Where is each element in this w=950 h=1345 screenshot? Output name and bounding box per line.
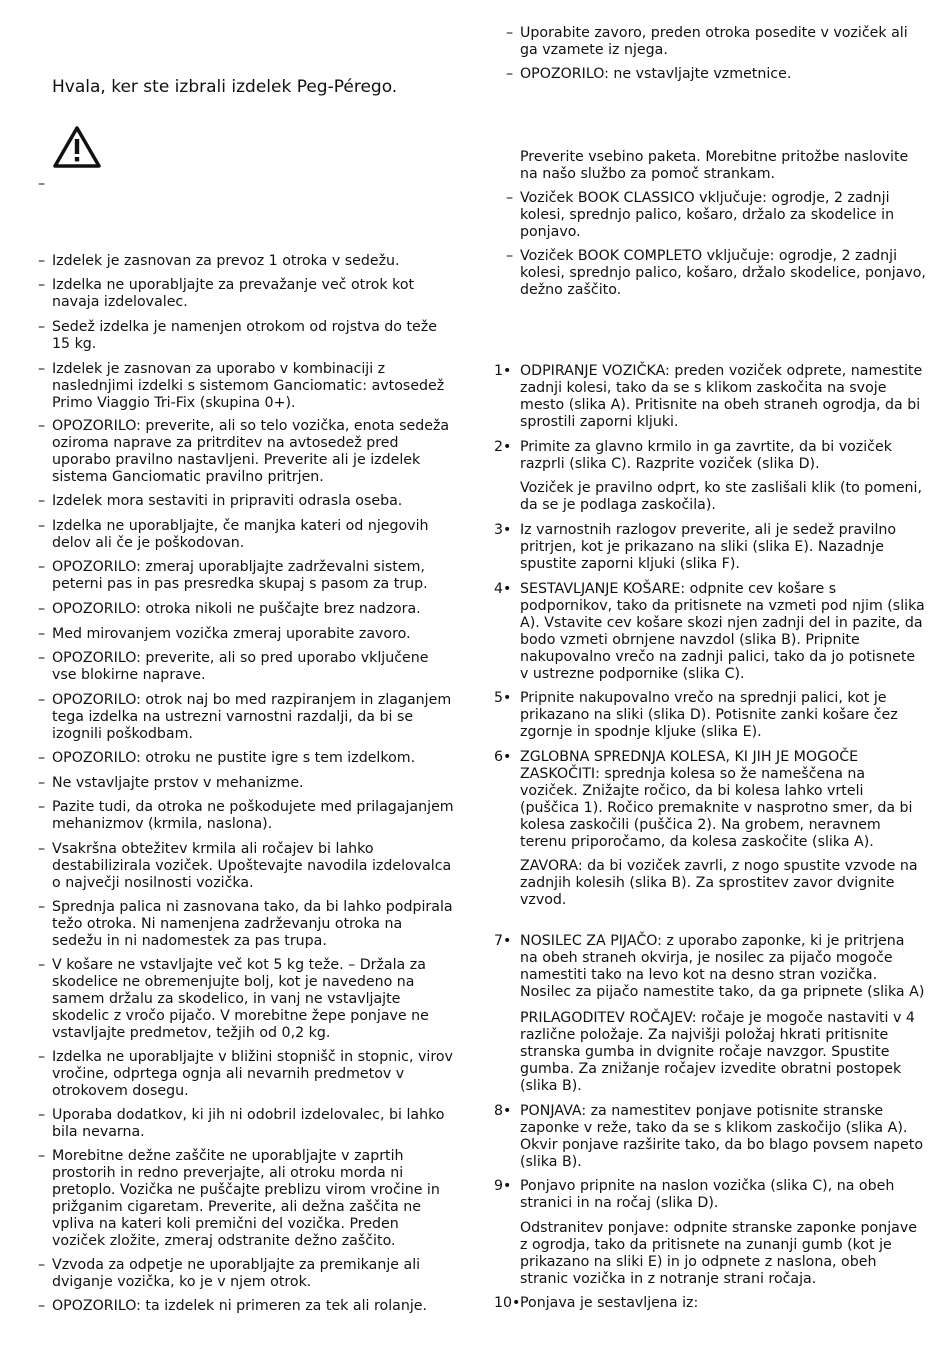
list-item: – Sprednja palica ni zasnovana tako, da bi lahko podpirala težo otroka. Ni namenjena zadrževanju otroka na sedežu in ni nadomestek za pas trupa. [38, 899, 453, 949]
list-item: – V košare ne vstavljajte več kot 5 kg teže. – Držala za skodelice ne obremenjujte bolj, kot je navedeno na samem držalu za skodelico, in vanj ne vstavljajte skodelic z vročo pijačo. V morebitne žepe ponjave ne vstavljajte predmetov, težjih od 0,2 kg. [38, 957, 429, 1041]
warning-triangle-icon [52, 125, 102, 169]
step-4: 4• SESTAVLJANJE KOŠARE: odpnite cev košare s podpornikov, tako da pritisnete na vzmeti pod njim (slika A). Vstavite cev košare skozi njen zadnji del in pazite, da bodo vzmeti obrnjene navzdol (slika B). Pripnite nakupovalno vrečo na zadnji palici, tako da jo potisnete v ustrezne podpornike (slika C). [494, 581, 925, 682]
canopy-removal-note: Odstranitev ponjave: odpnite stranske zaponke ponjave z ogrodja, tako da pritisnete na zunanji gumb (kot je prikazano na sliki E) in jo odpnete z naslona, obeh stranic vozička in z notranje strani ročaja. [520, 1220, 917, 1287]
brake-note: ZAVORA: da bi voziček zavrli, z nogo spustite vzvode na zadnjih kolesih (slika B). Za sprostitev zavor dvignite vzvod. [520, 858, 918, 908]
list-item: – Ne vstavljajte prstov v mehanizme. [38, 775, 304, 791]
step-7: 7• NOSILEC ZA PIJAČO: z uporabo zaponke, ki je pritrjena na obeh straneh okvirja, je nosilec za pijačo mogoče namestiti tako na levo kot na desno stran vozička. Nosilec za pijačo namestite tako, da ga pripnete (slika A) [494, 933, 925, 1000]
step-9: 9• Ponjavo pripnite na naslon vozička (slika C), na obeh stranici in na ročaj (slika D). [494, 1178, 895, 1211]
handle-adjust-note: PRILAGODITEV ROČAJEV: ročaje je mogoče nastaviti v 4 različne položaje. Za najvišji položaj hkrati pritisnite stranska gumba in dvignite ročaje navzgor. Spustite gumba. Za znižanje ročajev izvedite obratni postopek (slika B). [520, 1010, 915, 1094]
list-item: – Voziček BOOK CLASSICO vključuje: ogrodje, 2 zadnji kolesi, sprednjo palico, košaro, držalo za skodelice in ponjavo. [506, 190, 895, 240]
list-item: – OPOZORILO: ne vstavljajte vzmetnice. [506, 66, 792, 82]
step-1: 1• ODPIRANJE VOZIČKA: preden voziček odprete, namestite zadnji kolesi, tako da se s klikom zaskočita na svoje mesto (slika A). Pritisnite na obeh straneh ogrodja, da bi sprostili zaporni kljuki. [494, 363, 923, 430]
list-item: – Morebitne dežne zaščite ne uporabljajte v zaprtih prostorih in redno preverjajte, ali otroku morda ni pretoplo. Vozička ne puščajte preblizu virom vročine in prižganim cigaretam. Preverite, ali dežna zaščita ne vpliva na kateri koli premični del vozička. Preden voziček zložite, zmeraj odstranite dežno zaščito. [38, 1148, 440, 1249]
list-item: – Izdelek mora sestaviti in pripraviti odrasla oseba. [38, 493, 403, 509]
list-item: – Uporaba dodatkov, ki jih ni odobril izdelovalec, bi lahko bila nevarna. [38, 1107, 445, 1140]
list-item: – Izdelka ne uporabljajte v bližini stopnišč in stopnic, virov vročine, odprtega ognja ali nevarnih predmetov v otrokovem dosegu. [38, 1049, 453, 1099]
step-5: 5• Pripnite nakupovalno vrečo na sprednji palici, kot je prikazano na sliki (slika D). Potisnite zanki košare čez zgornje in spodnje kljuke (slika E). [494, 690, 898, 740]
list-item: – OPOZORILO: zmeraj uporabljajte zadrževalni sistem, peterni pas in pas presredka skupaj s pasom za trup. [38, 559, 428, 592]
intro-text: Hvala, ker ste izbrali izdelek Peg-Pérego. [52, 77, 398, 97]
list-item: – Izdelek je zasnovan za uporabo v kombinaciji z naslednjimi izdelki s sistemom Ganciomatic: avtosedež Primo Viaggio Tri-Fix (skupina 0+). [38, 361, 445, 411]
list-item: – Izdelka ne uporabljajte za prevažanje več otrok kot navaja izdelovalec. [38, 277, 415, 310]
list-item: – OPOZORILO: preverite, ali so pred uporabo vklјučene vse blokirne naprave. [38, 650, 429, 683]
step-2-note: Voziček je pravilno odprt, ko ste zaslišali klik (to pomeni, da se je podlaga zaskočila). [520, 480, 922, 513]
list-item: – Vzvoda za odpetje ne uporabljajte za premikanje ali dviganje vozička, ko je v njem otrok. [38, 1257, 421, 1290]
empty-dash: – [38, 176, 46, 192]
list-item: – Vsakršna obtežitev krmila ali ročajev bi lahko destabilizirala voziček. Upoštevajte navodila izdelovalca o največji nosilnosti vozička. [38, 841, 452, 891]
list-item: – Voziček BOOK COMPLETO vključuje: ogrodje, 2 zadnji kolesi, sprednjo palico, košaro, držalo skodelice, ponjavo, dežno zaščito. [506, 248, 926, 298]
step-3: 3• Iz varnostnih razlogov preverite, ali je sedež pravilno pritrjen, kot je prikazano na sliki (slika E). Nazadnje spustite zaporni kljuki (slika F). [494, 522, 897, 572]
step-6: 6• ZGLOBNA SPREDNJA KOLESA, KI JIH JE MOGOČE ZASKOČITI: sprednja kolesa so že nameščena na voziček. Znižajte ročico, da bi kolesa lahko vrteli (puščica 1). Ročico premaknite v nasprotno smer, da bi kolesa zaskočili (puščica 2). Na grobem, neravnem terenu priporočamo, da kolesa zaskočite (slika A). [494, 749, 913, 850]
step-10: 10• Ponjava je sestavljena iz: [494, 1295, 699, 1311]
package-contents-text: Preverite vsebino paketa. Morebitne pritožbe naslovite na našo službo za pomoč strankam. [520, 149, 909, 182]
list-item: – Med mirovanjem vozička zmeraj uporabite zavoro. [38, 626, 411, 642]
step-2: 2• Primite za glavno krmilo in ga zavrtite, da bi voziček razprli (slika C). Razprite voziček (slika D). [494, 439, 892, 472]
list-item: – OPOZORILO: otroka nikoli ne puščajte brez nadzora. [38, 601, 421, 617]
list-item: – Izdelek je zasnovan za prevoz 1 otroka v sedežu. [38, 253, 400, 269]
list-item: – OPOZORILO: otrok naj bo med razpiranjem in zlaganjem tega izdelka na ustrezni varnostni razdalji, da bi se izognili poškodbam. [38, 692, 452, 742]
list-item: – Izdelka ne uporabljajte, če manjka kateri od njegovih delov ali če je poškodovan. [38, 518, 429, 551]
list-item: – Sedež izdelka je namenjen otrokom od rojstva do teže 15 kg. [38, 319, 437, 352]
list-item: – OPOZORILO: ta izdelek ni primeren za tek ali rolanje. [38, 1298, 427, 1314]
list-item: – Pazite tudi, da otroka ne poškodujete med prilagajanjem mehanizmov (krmila, naslona). [38, 799, 454, 832]
step-8: 8• PONJAVA: za namestitev ponjave potisnite stranske zaponke v reže, tako da se s klikom zaskočijo (slika A). Okvir ponjave razširite tako, da bo blago povsem napeto (slika B). [494, 1103, 923, 1170]
list-item: – OPOZORILO: preverite, ali so telo vozička, enota sedeža oziroma naprave za pritrditev na avtosedež pred uporabo pravilno nastavljeni. Preverite ali je izdelek sistema Ganciomatic pravilno pritrjen. [38, 418, 450, 485]
list-item: – Uporabite zavoro, preden otroka posedite v voziček ali ga vzamete iz njega. [506, 25, 908, 58]
list-item: – OPOZORILO: otroku ne pustite igre s tem izdelkom. [38, 750, 416, 766]
